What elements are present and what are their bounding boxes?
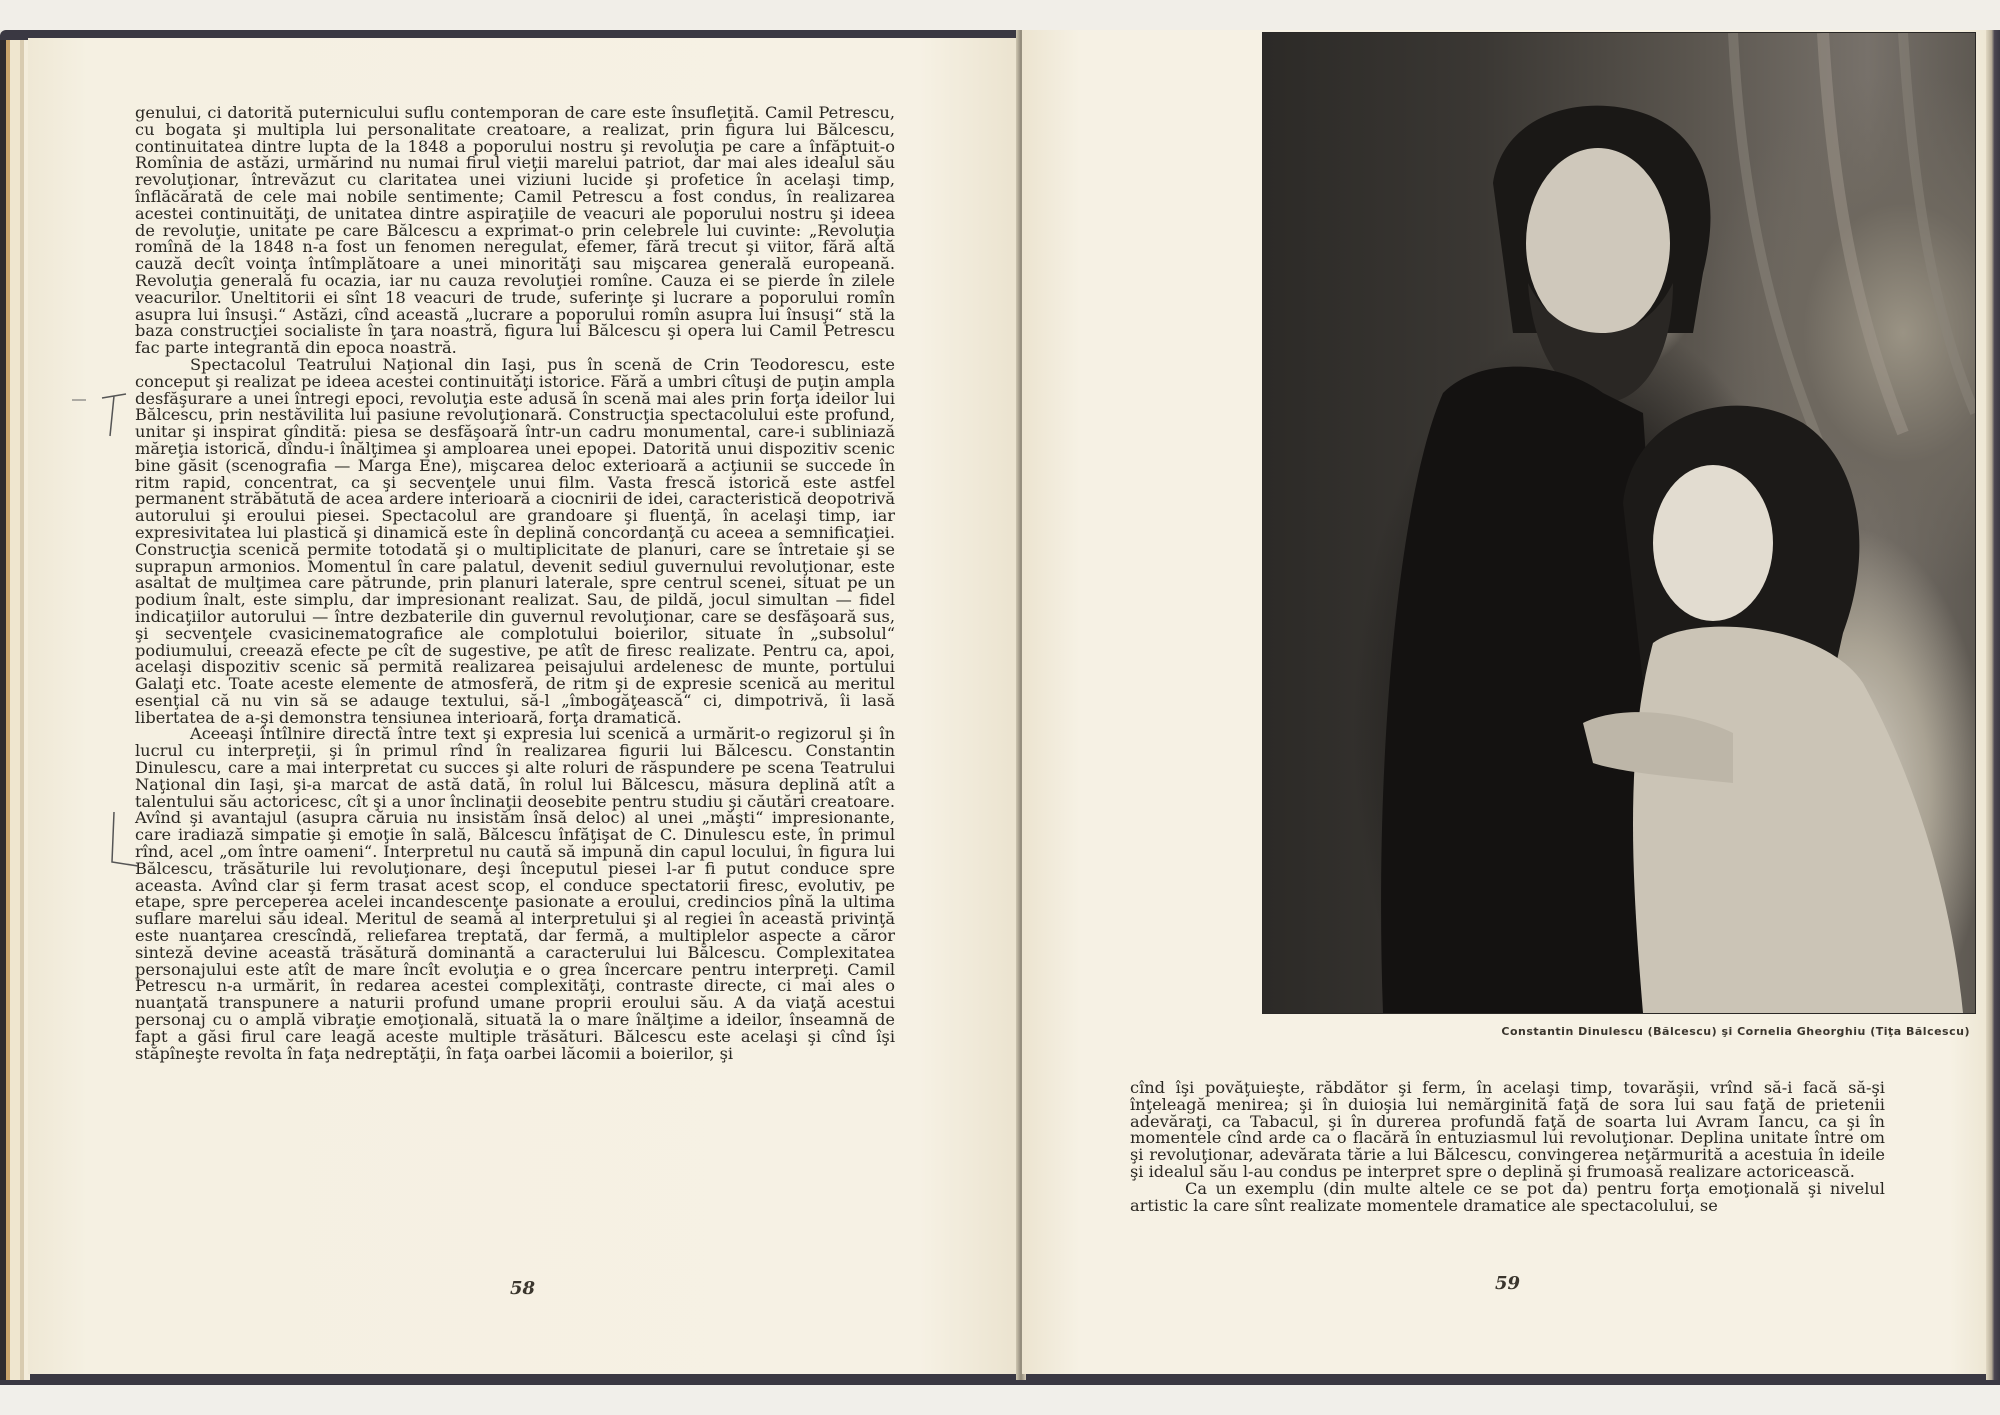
page-number-right: 59 <box>1495 1273 1521 1294</box>
page-number-left: 58 <box>510 1278 536 1299</box>
pencil-dash-mark <box>70 395 90 405</box>
scan-background-bottom <box>0 1385 2000 1415</box>
photo-actors-illustration <box>1263 33 1975 1013</box>
left-page-body <box>135 105 895 1062</box>
scan-background-top <box>0 0 2000 30</box>
pencil-bracket-mark-bottom <box>104 810 144 870</box>
right-paragraph-2: Ca un exemplu (din multe altele ce se pot da) pentru forţa emoţională şi nivelul artistic la care sînt realizate momentele dramatice ale spectacolului, se <box>1130 1178 1885 1215</box>
photo-caption: Constantin Dinulescu (Bălcescu) şi Cornelia Gheorghiu (Tiţa Bălcescu) <box>1501 1025 1970 1038</box>
left-paragraph-2: Spectacolul Teatrului Naţional din Iaşi, pus în scenă de Crin Teodorescu, este conceput şi realizat pe ideea acestei continuităţi istorice. Fără a umbri cîtuşi de puţin ampla desfăşurare a unei întregi epoci, revoluţia este adusă în scenă mai ales prin forţa ideilor lui Bălcescu, prin nestăvilita lui pasiune revoluţionară. Construcţia spectacolului este profund, unitar şi inspirat gîndită: piesa se desfăşoară într-un cadru monumental, care-i subliniază măreţia istorică, dîndu-i înălţimea şi amploarea unei epopei. Datorită unui dispozitiv scenic bine găsit (scenografia — Marga Ene), mişcarea deloc exterioară a acţiunii se succede în ritm rapid, concentrat, ca şi secvenţele unui film. Vasta frescă istorică este astfel permanent străbătută de acea ardere interioară a ciocnirii de idei, caracteristică deopotrivă autorului şi eroului piesei. Spectacolul are grandoare şi fluenţă, în acelaşi timp, iar expresivitatea lui plastică şi dinamică este în deplină concordanţă cu aceea a semnificaţiei. Construcţia scenică permite totodată şi o multiplicitate de planuri, care se întretaie şi se suprapun armonios. Momentul în care palatul, devenit sediul guvernului revoluţionar, este asaltat de mulţimea care pătrunde, prin planuri laterale, spre centrul scenei, situat pe un podium înalt, este simplu, dar impresionant realizat. Sau, de pildă, jocul simultan — fidel indicaţiilor autorului — între dezbaterile din guvernul revoluţionar, care se desfăşoară sus, şi secvenţele cvasicinematografice ale complotului boierilor, situate în „subsolul“ podiumului, creează efecte pe cît de sugestive, pe atît de firesc realizate. Pentru ca, apoi, acelaşi dispozitiv scenic să permită realizarea peisajului ardelenesc de munte, portului Galaţi etc. Toate aceste elemente de atmosferă, de ritm şi de expresie scenică au meritul esenţial că nu vin să se adauge textului, să-l „îmbogăţească“ ci, dimpotrivă, îi lasă libertatea de a-şi demonstra tensiunea interioară, forţa dramatică. <box>135 354 895 727</box>
left-paragraph-3: Aceeaşi întîlnire directă între text şi expresia lui scenică a urmărit-o regizorul şi în lucrul cu interpreţii, şi în primul rînd în realizarea figurii lui Bălcescu. Constantin Dinulescu, care a mai interpretat cu succes şi alte roluri de răspundere pe scena Teatrului Naţional din Iaşi, şi-a marcat de astă dată, în rolul lui Bălcescu, măsura deplină atît a talentului său actoricesc, cît şi a unor înclinaţii deosebite pentru studiu şi căutări creatoare. Avînd şi avantajul (asupra căruia nu insistăm însă deloc) al unei „măşti“ impresionante, care iradiază simpatie şi emoţie în sală, Bălcescu înfăţişat de C. Dinulescu este, în primul rînd, acel „om între oameni“. Interpretul nu caută să impună din capul locului, în figura lui Bălcescu, trăsăturile lui revoluţionare, deşi începutul piesei l-ar fi putut conduce spre aceasta. Avînd clar şi ferm trasat acest scop, el conduce spectatorii firesc, evolutiv, pe etape, spre perceperea acelei incandescenţe pasionate a eroului, credincios pînă la ultima suflare marelui său ideal. Meritul de seamă al interpretului şi al regiei în această privinţă este nuanţarea crescîndă, reliefarea treptată, dar fermă, a multiplelor aspecte a căror sinteză devine această trăsătură dominantă a caracterului lui Bălcescu. Complexitatea personajului este atît de mare încît evoluţia e o grea încercare pentru interpreţi. Camil Petrescu n-a urmărit, în redarea acestei complexităţi, contraste directe, ci mai ales o nuanţată transpunere a naturii profund umane proprii eroului său. A da viaţă acestui personaj cu o amplă vibraţie emoţională, situată la o mare înălţime a ideilor, înseamnă de fapt a găsi firul care leagă aceste multiple trăsături. Bălcescu este acelaşi şi cînd îşi stăpîneşte revolta în faţa nedreptăţii, în faţa oarbei lăcomii a boierilor, şi <box>135 724 895 1063</box>
right-page-body <box>1130 1080 1885 1214</box>
production-photo <box>1262 32 1976 1014</box>
left-paragraph-1: genului, ci datorită puternicului suflu contemporan de care este însufleţită. Camil Petrescu, cu bogata şi multipla lui personalitate creatoare, a realizat, prin figura lui Bălcescu, continuitatea dintre lupta de la 1848 a poporului nostru şi revoluţia pe care a înfăptuit-o Romînia de astăzi, urmărind nu numai firul vieţii marelui patriot, dar mai ales idealul său revoluţionar, întrevăzut cu claritatea unei viziuni lucide şi profetice în acelaşi timp, înflăcărată de cele mai nobile sentimente; Camil Petrescu a fost condus, în realizarea acestei continuităţi, de unitatea dintre aspiraţiile de veacuri ale poporului nostru şi ideea de revoluţie, unitate pe care Bălcescu a exprimat-o prin celebrele lui cuvinte: „Revoluţia romînă de la 1848 n-a fost un fenomen neregulat, efemer, fără trecut şi viitor, fără altă cauză decît voinţa întîmplătoare a unei minorităţi sau mişcarea generală europeană. Revoluţia generală fu ocazia, iar nu cauza revoluţiei romîne. Cauza ei se pierde în zilele veacurilor. Uneltitorii ei sînt 18 veacuri de trude, suferinţe şi lucrare a poporului romîn asupra lui însuşi.“ Astăzi, cînd această „lucrare a poporului romîn asupra lui însuşi“ stă la baza construcţiei socialiste în ţara noastră, figura lui Bălcescu şi opera lui Camil Petrescu fac parte integrantă din epoca noastră. <box>135 103 895 358</box>
book-right-edge <box>1986 30 2000 1380</box>
right-paragraph-1: cînd îşi povăţuieşte, răbdător şi ferm, în acelaşi timp, tovarăşii, vrînd să-i facă să-şi înţeleagă menirea; şi în duioşia lui nemărginită faţă de sora lui sau faţă de prietenii adevăraţi, ca Tabacul, şi în durerea profundă faţă de soarta lui Avram Iancu, ca şi în momentele cînd arde ca o flacără în entuziasmul lui revoluţionar. Deplina unitate între om şi revoluţionar, adevărata tărie a lui Bălcescu, convingerea neţărmurită a acestuia în ideile şi idealul său l-au condus pe interpret spre o deplină şi frumoasă realizare actoricească. <box>1130 1078 1885 1181</box>
book-page-edges <box>0 40 30 1380</box>
pencil-bracket-mark-top <box>96 390 136 440</box>
